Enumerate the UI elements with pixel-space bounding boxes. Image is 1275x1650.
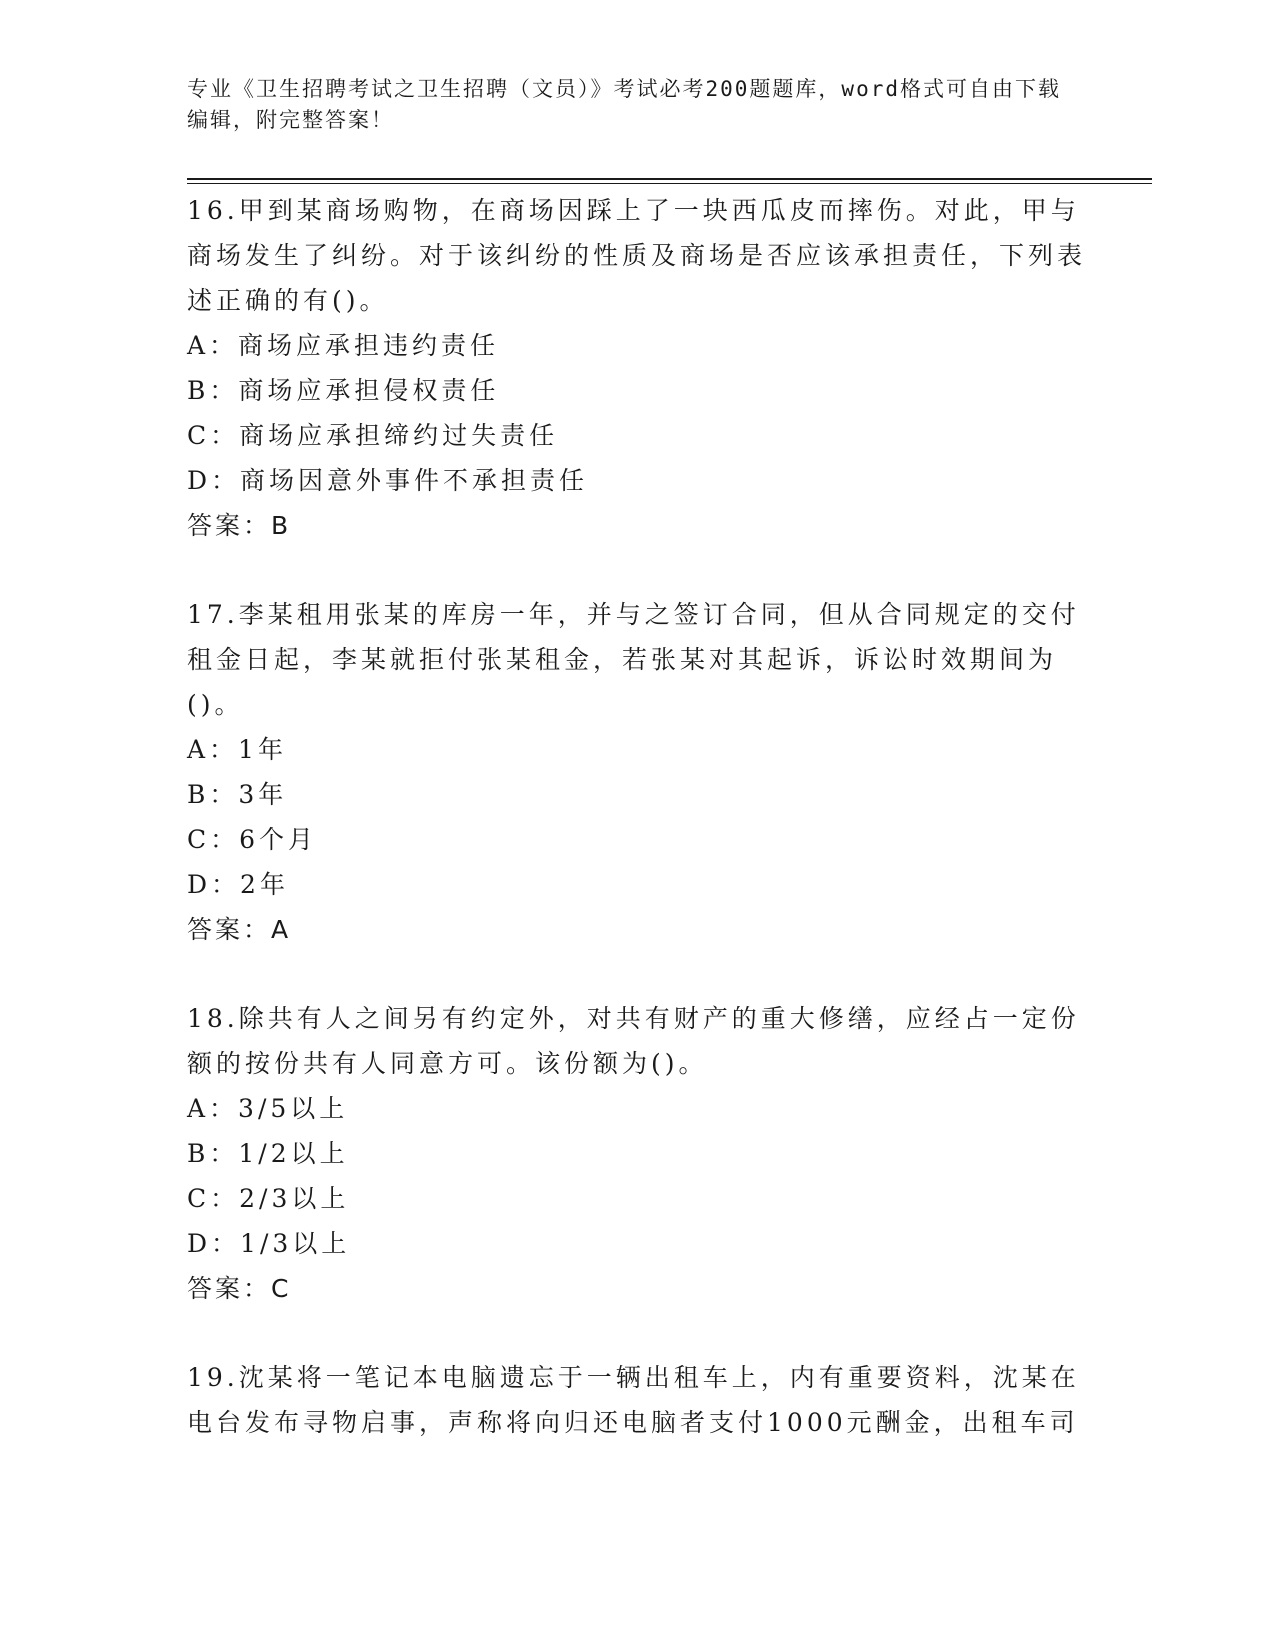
question-18 — [187, 996, 1087, 1311]
question-stem: 18.除共有人之间另有约定外，对共有财产的重大修缮，应经占一定份额的按份共有人同意方可。该份额为()。 — [187, 1004, 1080, 1078]
question-stem: 16.甲到某商场购物，在商场因踩上了一块西瓜皮而摔伤。对此，甲与商场发生了纠纷。对于该纠纷的性质及商场是否应该承担责任，下列表述正确的有()。 — [187, 196, 1087, 315]
header-divider-thick — [187, 178, 1152, 180]
option-c: C：2/3以上 — [187, 1184, 350, 1213]
option-d: D：1/3以上 — [187, 1229, 351, 1258]
answer: 答案：A — [187, 915, 292, 944]
option-c: C：6个月 — [187, 825, 318, 854]
answer: 答案：C — [187, 1274, 292, 1303]
option-a: A：1年 — [187, 735, 287, 764]
question-16 — [187, 188, 1087, 548]
option-a: A：商场应承担违约责任 — [187, 331, 500, 360]
question-stem: 19.沈某将一笔记本电脑遗忘于一辆出租车上，内有重要资料，沈某在电台发布寻物启事，声称将向归还电脑者支付1000元酬金，出租车司 — [187, 1363, 1080, 1437]
document-intro: 专业《卫生招聘考试之卫生招聘（文员）》考试必考200题题库，word格式可自由下载编辑，附完整答案！ — [187, 77, 1061, 132]
option-b: B：3年 — [187, 780, 288, 809]
option-d: D：商场因意外事件不承担责任 — [187, 466, 589, 495]
option-b: B：1/2以上 — [187, 1139, 349, 1168]
header-divider-thin — [187, 183, 1152, 184]
option-d: D：2年 — [187, 870, 289, 899]
option-c: C：商场应承担缔约过失责任 — [187, 421, 559, 450]
option-a: A：3/5以上 — [187, 1094, 349, 1123]
question-17 — [187, 592, 1087, 952]
question-19 — [187, 1355, 1087, 1445]
answer: 答案：B — [187, 511, 292, 540]
option-b: B：商场应承担侵权责任 — [187, 376, 500, 405]
question-stem: 17.李某租用张某的库房一年，并与之签订合同，但从合同规定的交付租金日起，李某就拒付张某租金，若张某对其起诉，诉讼时效期间为()。 — [187, 600, 1080, 719]
